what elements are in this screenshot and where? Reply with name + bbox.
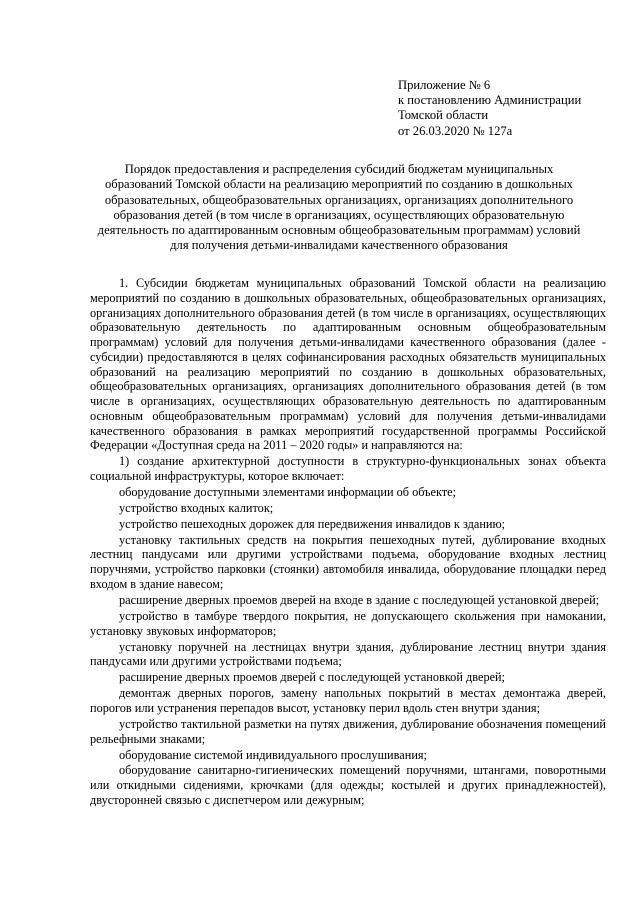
paragraph: расширение дверных проемов дверей с последующей установкой дверей;: [119, 670, 506, 685]
paragraph: расширение дверных проемов дверей на входе в здание с последующей установкой дверей;: [119, 592, 600, 607]
paragraph: устройство тактильной разметки на путях движения, дублирование обозначения помещений рельефными знаками;: [90, 716, 606, 746]
paragraph: оборудование санитарно-гигиенических помещений поручнями, штангами, поворотными или откидными сидениями, крючками (для одежды; костылей и других принадлежностей), двусторонней связью с диспетчером или дежурным;: [90, 763, 606, 807]
paragraph: устройство в тамбуре твердого покрытия, не допускающего скольжения при намокании, установку звуковых информаторов;: [90, 608, 606, 638]
paragraph: установку тактильных средств на покрытия пешеходных путей, дублирование входных лестниц пандусами или другими устройствами подъема, оборудование входных лестниц поручнями, устройство парковки (стоянки) автомобиля инвалида, оборудование площадки перед входом в здание навесом;: [90, 532, 606, 591]
document-title: Порядок предоставления и распределения субсидий бюджетам муниципальных образований Томской области на реализацию мероприятий по созданию в дошкольных образовательных, общеобразовательных организациях, организациях дополнительного образования детей (в том числе в организациях, осуществляющих образовательную деятельность по адаптированным основным общеобразовательным программам) условий для получения детьми-инвалидами качественного образования: [97, 162, 581, 253]
paragraph: оборудование системой индивидуального прослушивания;: [119, 747, 427, 762]
document-body: [90, 276, 606, 808]
paragraph: установку поручней на лестницах внутри здания, дублирование лестниц внутри здания пандусами или другими устройствами подъема;: [90, 639, 606, 669]
appendix-region: Томской области: [398, 108, 489, 123]
paragraph: устройство входных калиток;: [119, 500, 274, 515]
paragraph: оборудование доступными элементами информации об объекте;: [119, 484, 457, 499]
appendix-number: Приложение № 6: [398, 78, 491, 92]
appendix-resolution: к постановлению Администрации: [398, 93, 582, 108]
paragraph: демонтаж дверных порогов, замену напольных покрытий в местах демонтажа дверей, порогов или устранения перепадов высот, установку перил вдоль стен внутри здания;: [90, 686, 606, 715]
appendix-date: от 26.03.2020 № 127а: [398, 123, 513, 138]
paragraph: устройство пешеходных дорожек для передвижения инвалидов к зданию;: [119, 516, 506, 531]
paragraph: 1. Субсидии бюджетам муниципальных образований Томской области на реализацию мероприятий по созданию в дошкольных образовательных, общеобразовательных организациях, организациях дополнительного образования детей (в том числе в организациях, осуществляющих образовательную деятельность по адаптированным основным общеобразовательным программам) условий для получения детьми-инвалидами качественного образования (далее - субсидии) предоставляются в целях софинансирования расходных обязательств муниципальных образований на реализацию мероприятий по созданию в дошкольных образовательных, общеобразовательных организациях, организациях дополнительного образования детей (в том числе в организациях, осуществляющих образовательную деятельность по адаптированным основным общеобразовательным программам) условий для получения детьми-инвалидами качественного образования в рамках мероприятий государственной программы Российской Федерации «Доступная среда на 2011 – 2020 годы» и направляются на:: [90, 276, 606, 453]
appendix-header: [398, 78, 581, 139]
paragraph: 1) создание архитектурной доступности в структурно-функциональных зонах объекта социальной инфраструктуры, которое включает:: [90, 454, 606, 483]
